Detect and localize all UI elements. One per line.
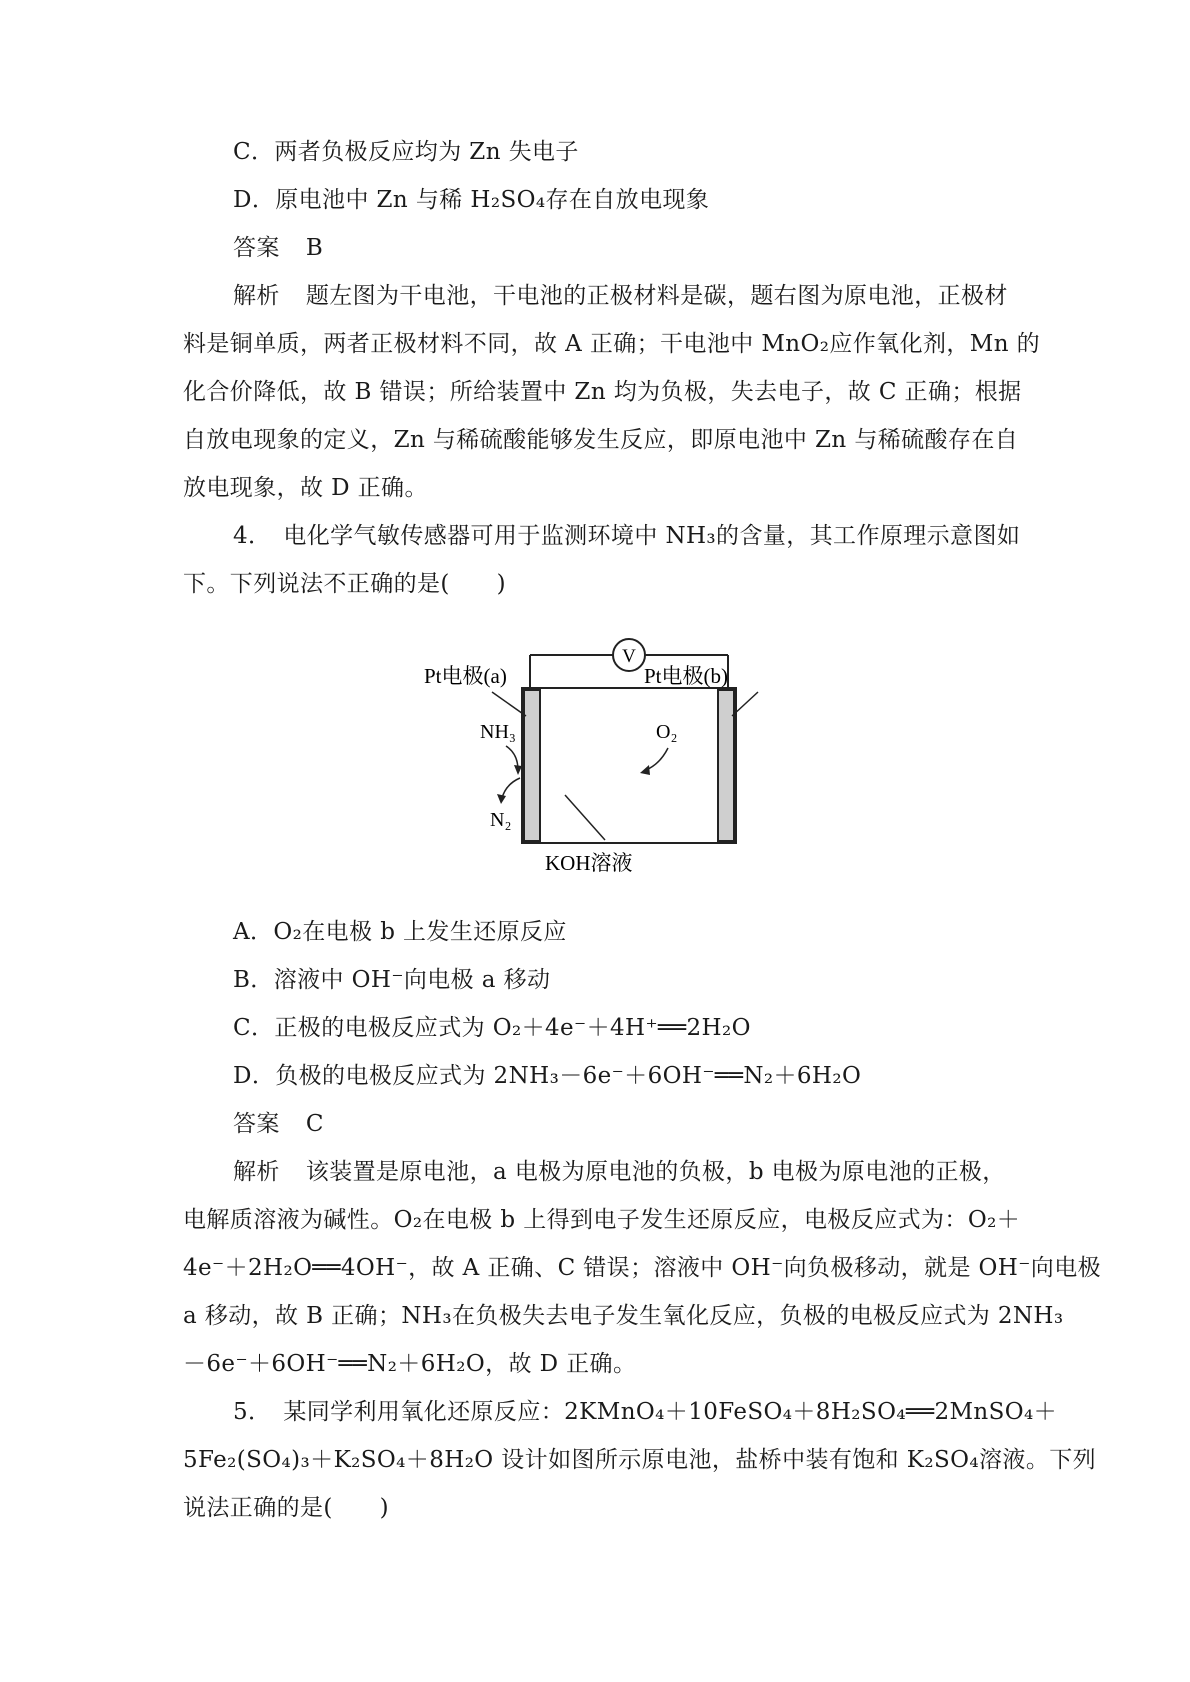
q3-analysis-line-3: 化合价降低，故 B 错误；所给装置中 Zn 均为负极，失去电子，故 C 正确；根据 [183, 379, 1022, 405]
q3-option-c: C．两者负极反应均为 Zn 失电子 [233, 139, 579, 165]
q3-answer [183, 224, 1020, 272]
analysis-text: 题左图为干电池，干电池的正极材料是碳，题右图为原电池，正极材 [305, 283, 1008, 309]
electrolyte-label: KOH溶液 [545, 851, 633, 875]
electrode-b [718, 690, 734, 841]
gas-n2-label: N₂ [490, 809, 512, 831]
q4-option-d: D．负极的电极反应式为 2NH₃－6e⁻＋6OH⁻══N₂＋6H₂O [233, 1063, 862, 1089]
electrode-b-label: Pt电极(b) [644, 664, 728, 688]
q4-option-b: B．溶液中 OH⁻向电极 a 移动 [233, 967, 551, 993]
nh3-arrowhead-icon [514, 765, 522, 775]
q4-analysis-line-3: 4e⁻＋2H₂O══4OH⁻，故 A 正确、C 错误；溶液中 OH⁻向负极移动，就是 OH⁻向电极 [183, 1255, 1102, 1281]
n2-arrow [502, 778, 520, 798]
q4-analysis-line-4: a 移动，故 B 正确；NH₃在负极失去电子发生氧化反应，负极的电极反应式为 2NH₃ [183, 1303, 1064, 1329]
q4-analysis-line-1 [183, 1148, 1020, 1196]
sensor-diagram [424, 630, 780, 880]
q4-option-c: C．正极的电极反应式为 O₂＋4e⁻＋4H⁺══2H₂O [233, 1015, 751, 1041]
n2-arrowhead-icon [497, 794, 506, 804]
voltmeter-label: V [622, 646, 636, 667]
q4-stem-line-2: 下。下列说法不正确的是( ) [183, 571, 506, 597]
q3-option-d: D．原电池中 Zn 与稀 H₂SO₄存在自放电现象 [233, 187, 710, 213]
q5-stem-line-1: 5． 某同学利用氧化还原反应：2KMnO₄＋10FeSO₄＋8H₂SO₄══2MnSO₄＋ [233, 1399, 1058, 1425]
q4-analysis-line-2: 电解质溶液为碱性。O₂在电极 b 上得到电子发生还原反应，电极反应式为：O₂＋ [183, 1207, 1021, 1233]
answer-value: C [305, 1111, 324, 1137]
electrode-a-leader [492, 692, 526, 716]
q4-options [183, 908, 1102, 1388]
cell-container [522, 688, 736, 843]
q4-answer [183, 1100, 1020, 1148]
q3-analysis-line-1 [183, 272, 1020, 320]
electrode-a [524, 690, 540, 841]
q5-stem-line-2: 5Fe₂(SO₄)₃＋K₂SO₄＋8H₂O 设计如图所示原电池，盐桥中装有饱和 K₂SO₄溶液。下列 [183, 1447, 1097, 1473]
analysis-label: 解析 [233, 283, 280, 309]
answer-value: B [305, 235, 324, 261]
gas-nh3-label: NH₃ [480, 721, 516, 743]
answer-label: 答案 [233, 235, 280, 261]
q3-analysis-line-2: 料是铜单质，两者正极材料不同，故 A 正确；干电池中 MnO₂应作氧化剂，Mn 的 [183, 331, 1041, 357]
q4-option-a: A．O₂在电极 b 上发生还原反应 [233, 919, 567, 945]
analysis-text: 该装置是原电池，a 电极为原电池的负极，b 电极为原电池的正极， [305, 1159, 1006, 1185]
q4-analysis-line-5: －6e⁻＋6OH⁻══N₂＋6H₂O，故 D 正确。 [183, 1351, 637, 1377]
q3-analysis-line-5: 放电现象，故 D 正确。 [183, 475, 428, 501]
q3-options [183, 128, 1041, 512]
q4-stem-line-1: 4． 电化学气敏传感器可用于监测环境中 NH₃的含量，其工作原理示意图如 [233, 523, 1021, 549]
q5-stem-line-3: 说法正确的是( ) [183, 1495, 389, 1521]
q3-analysis-line-4: 自放电现象的定义，Zn 与稀硫酸能够发生反应，即原电池中 Zn 与稀硫酸存在自 [183, 427, 1019, 453]
gas-o2-label: O₂ [656, 721, 678, 743]
electrode-a-label: Pt电极(a) [424, 664, 507, 688]
q4-stem [183, 512, 1020, 608]
q5-stem [183, 1388, 1097, 1532]
answer-label: 答案 [233, 1111, 280, 1137]
analysis-label: 解析 [233, 1159, 280, 1185]
